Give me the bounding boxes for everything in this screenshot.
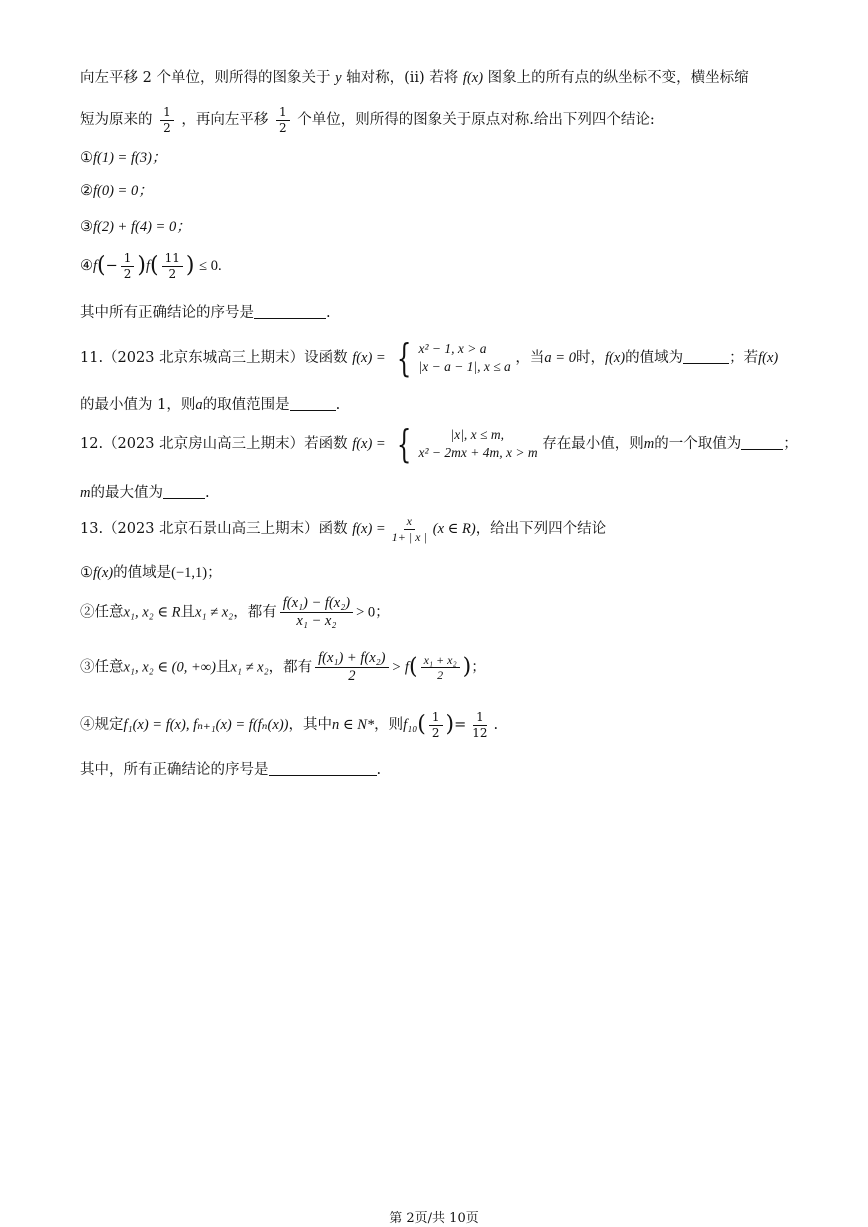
text: ； xyxy=(207,565,222,581)
fraction xyxy=(280,596,353,629)
math: > 0； xyxy=(356,604,390,621)
text: 且 xyxy=(180,604,196,621)
text: 短为原来的 xyxy=(80,112,153,129)
answer-blank[interactable] xyxy=(269,761,377,776)
answer-blank[interactable] xyxy=(290,396,336,411)
math: a xyxy=(195,397,203,413)
marker: ① xyxy=(80,565,93,581)
text: ；若 xyxy=(729,350,759,366)
frac-num: x₁ + x₂ xyxy=(421,654,460,669)
piecewise-function: { |x|, x ≤ m, x² − 2mx + 4m, x > m xyxy=(397,422,538,466)
math: f xyxy=(93,258,98,275)
text: . xyxy=(376,762,382,778)
frac-den: 1+ | x | xyxy=(391,529,427,544)
fraction xyxy=(121,252,135,280)
frac-den: 2 xyxy=(431,725,440,740)
text: . xyxy=(326,305,331,321)
marker: ③ xyxy=(80,219,93,235)
p10-conclusion-1 xyxy=(80,150,166,167)
frac-num: f(x₁) + f(x₂) xyxy=(315,651,388,668)
q13-question xyxy=(80,761,381,779)
text: . xyxy=(335,397,341,413)
fraction xyxy=(469,711,490,739)
text: ，给出下列四个结论 xyxy=(475,521,607,538)
math: f(1) = f(3)； xyxy=(93,150,167,166)
marker: ② xyxy=(80,604,95,621)
answer-blank[interactable] xyxy=(683,349,729,364)
text: = xyxy=(454,717,467,734)
problem-heading: 12.（2023 北京房山高三上期末）若函数 xyxy=(80,436,348,452)
math: f(0) = 0； xyxy=(93,183,153,199)
text: 的取值范围是 xyxy=(202,397,290,413)
frac-den: 2 xyxy=(278,120,287,135)
text: ，其中 xyxy=(288,717,332,734)
text: ，都有 xyxy=(268,659,313,676)
math: f(x) xyxy=(93,565,114,581)
math-y: y xyxy=(335,70,342,86)
text: . xyxy=(493,717,499,734)
math: f(x) = xyxy=(352,436,386,452)
math: ≤ 0. xyxy=(199,258,222,275)
case: |x − a − 1|, x ≤ a xyxy=(418,359,511,374)
text: ； xyxy=(783,436,798,452)
case: x² − 1, x > a xyxy=(418,340,487,356)
text: 其中，所有正确结论的序号是 xyxy=(80,762,269,778)
frac-num: 1 xyxy=(121,252,135,267)
p10-conclusion-3 xyxy=(80,219,191,236)
math: m xyxy=(643,436,655,452)
text: ； xyxy=(471,659,486,676)
q12-line-1 xyxy=(80,422,798,466)
math: (−1,1) xyxy=(171,565,208,581)
math: x₁ ≠ x₂ xyxy=(195,604,234,621)
text: 的值域为 xyxy=(625,350,684,366)
math-fx: f(x) xyxy=(462,70,484,86)
q13-line-1 xyxy=(80,515,606,543)
text: 向左平移 2 个单位，则所得的图象关于 xyxy=(80,70,331,86)
frac-den: 2 xyxy=(437,668,444,683)
math: f(x) = xyxy=(352,521,386,538)
case: |x|, x ≤ m, xyxy=(450,426,504,442)
math: f(x) xyxy=(604,350,626,366)
fraction xyxy=(429,711,443,739)
answer-blank[interactable] xyxy=(163,484,205,499)
fraction xyxy=(315,651,388,684)
frac-den: 12 xyxy=(472,725,488,740)
text: 其中所有正确结论的序号是 xyxy=(80,305,254,321)
marker: ④ xyxy=(80,258,93,275)
text: 任意 xyxy=(94,604,124,621)
math: f(x) xyxy=(758,350,779,366)
p10-line-2 xyxy=(80,106,655,134)
page-footer: 第 2页/共 10页 xyxy=(389,1211,479,1226)
text: 任意 xyxy=(94,659,124,676)
q13-statement-4: ④规定f₁(x) = f(x), fₙ₊₁(x) = f(fₙ(x))，其中n ∈ N*，则f₁₀( $\frac{1}{2}$ )= $\frac{1}{12}$ . xyxy=(80,710,499,740)
marker: ② xyxy=(80,183,93,199)
text: ，则 xyxy=(374,717,404,734)
text: ，都有 xyxy=(233,604,277,621)
fraction xyxy=(162,252,183,280)
math: n ∈ N* xyxy=(331,717,375,734)
frac-num: f(x₁) − f(x₂) xyxy=(280,596,353,613)
frac-den: x₁ − x₂ xyxy=(296,613,337,630)
frac-num: 11 xyxy=(162,252,183,267)
math: x₁ ≠ x₂ xyxy=(230,659,269,676)
text: 轴对称，(ii) 若将 xyxy=(346,70,459,86)
text: 的值域是 xyxy=(113,565,172,581)
frac-num: x xyxy=(404,515,415,530)
answer-blank[interactable] xyxy=(741,435,783,450)
q11-line-1 xyxy=(80,336,779,380)
text: 规定 xyxy=(94,717,124,734)
math: f₁(x) = f(x), fₙ₊₁(x) = f(fₙ(x)) xyxy=(123,717,289,734)
problem-heading: 13.（2023 北京石景山高三上期末）函数 xyxy=(80,521,348,538)
fraction-half xyxy=(276,106,290,134)
text: ，再向左平移 xyxy=(181,112,269,129)
text: 且 xyxy=(215,659,231,676)
text: 的一个取值为 xyxy=(654,436,742,452)
marker: ④ xyxy=(80,717,95,734)
math: (x ∈ R) xyxy=(432,521,476,538)
math: a = 0 xyxy=(544,350,576,366)
frac-den: 2 xyxy=(163,120,171,135)
math: f₁₀ xyxy=(403,717,418,734)
frac-num: 1 xyxy=(429,711,443,726)
case: x² − 2mx + 4m, x > m xyxy=(418,445,538,460)
q13-statement-3: ③任意x₁, x₂ ∈ (0, +∞)且x₁ ≠ x₂，都有 $\frac{\text{f(x₁) + f(x₂)}}{2}$ > f( $\frac{\text{x₁ + x₂}}{2}$ )； xyxy=(80,650,486,685)
p10-line-1 xyxy=(80,70,749,87)
p10-question xyxy=(80,304,331,322)
text: 时， xyxy=(575,350,605,366)
p10-conclusion-2 xyxy=(80,183,153,200)
text: 的最小值为 1，则 xyxy=(80,397,196,413)
text: ，当 xyxy=(515,350,545,366)
math: f(x) = xyxy=(352,350,386,366)
fraction xyxy=(421,654,460,682)
frac-den: 2 xyxy=(348,668,356,685)
text: . xyxy=(204,485,210,501)
q13-statement-1 xyxy=(80,565,222,582)
text: 图象上的所有点的纵坐标不变，横坐标缩 xyxy=(487,70,749,86)
text: 存在最小值，则 xyxy=(542,436,644,452)
piecewise-function: { x² − 1, x > a |x − a − 1|, x ≤ a xyxy=(397,336,511,380)
problem-heading: 11.（2023 北京东城高三上期末）设函数 xyxy=(80,350,348,366)
math: x₁, x₂ ∈ (0, +∞) xyxy=(123,659,216,676)
p10-conclusion-4: ④f(− $\frac{1}{2}$ )f( $\frac{11}{2}$ ) ≤ 0. xyxy=(80,251,222,281)
math: x₁, x₂ ∈ R xyxy=(123,604,181,621)
text: 的最大值为 xyxy=(90,485,163,501)
q12-line-2 xyxy=(80,484,210,502)
fraction-half xyxy=(160,106,174,134)
marker: ③ xyxy=(80,659,95,676)
q13-statement-2 xyxy=(80,596,390,629)
math: > f xyxy=(391,659,409,676)
frac-num: 1 xyxy=(473,711,487,726)
frac-den: 2 xyxy=(123,266,132,281)
answer-blank[interactable] xyxy=(254,304,326,319)
math: f xyxy=(146,258,151,275)
frac-num: 1 xyxy=(160,106,174,121)
math: f(2) + f(4) = 0； xyxy=(93,219,191,235)
text: 个单位，则所得的图象关于原点对称.给出下列四个结论: xyxy=(297,112,655,129)
fraction xyxy=(389,515,430,543)
marker: ① xyxy=(80,150,93,166)
q11-line-2 xyxy=(80,396,340,414)
frac-num: 1 xyxy=(276,106,290,121)
frac-den: 2 xyxy=(168,266,177,281)
math: m xyxy=(80,485,91,501)
